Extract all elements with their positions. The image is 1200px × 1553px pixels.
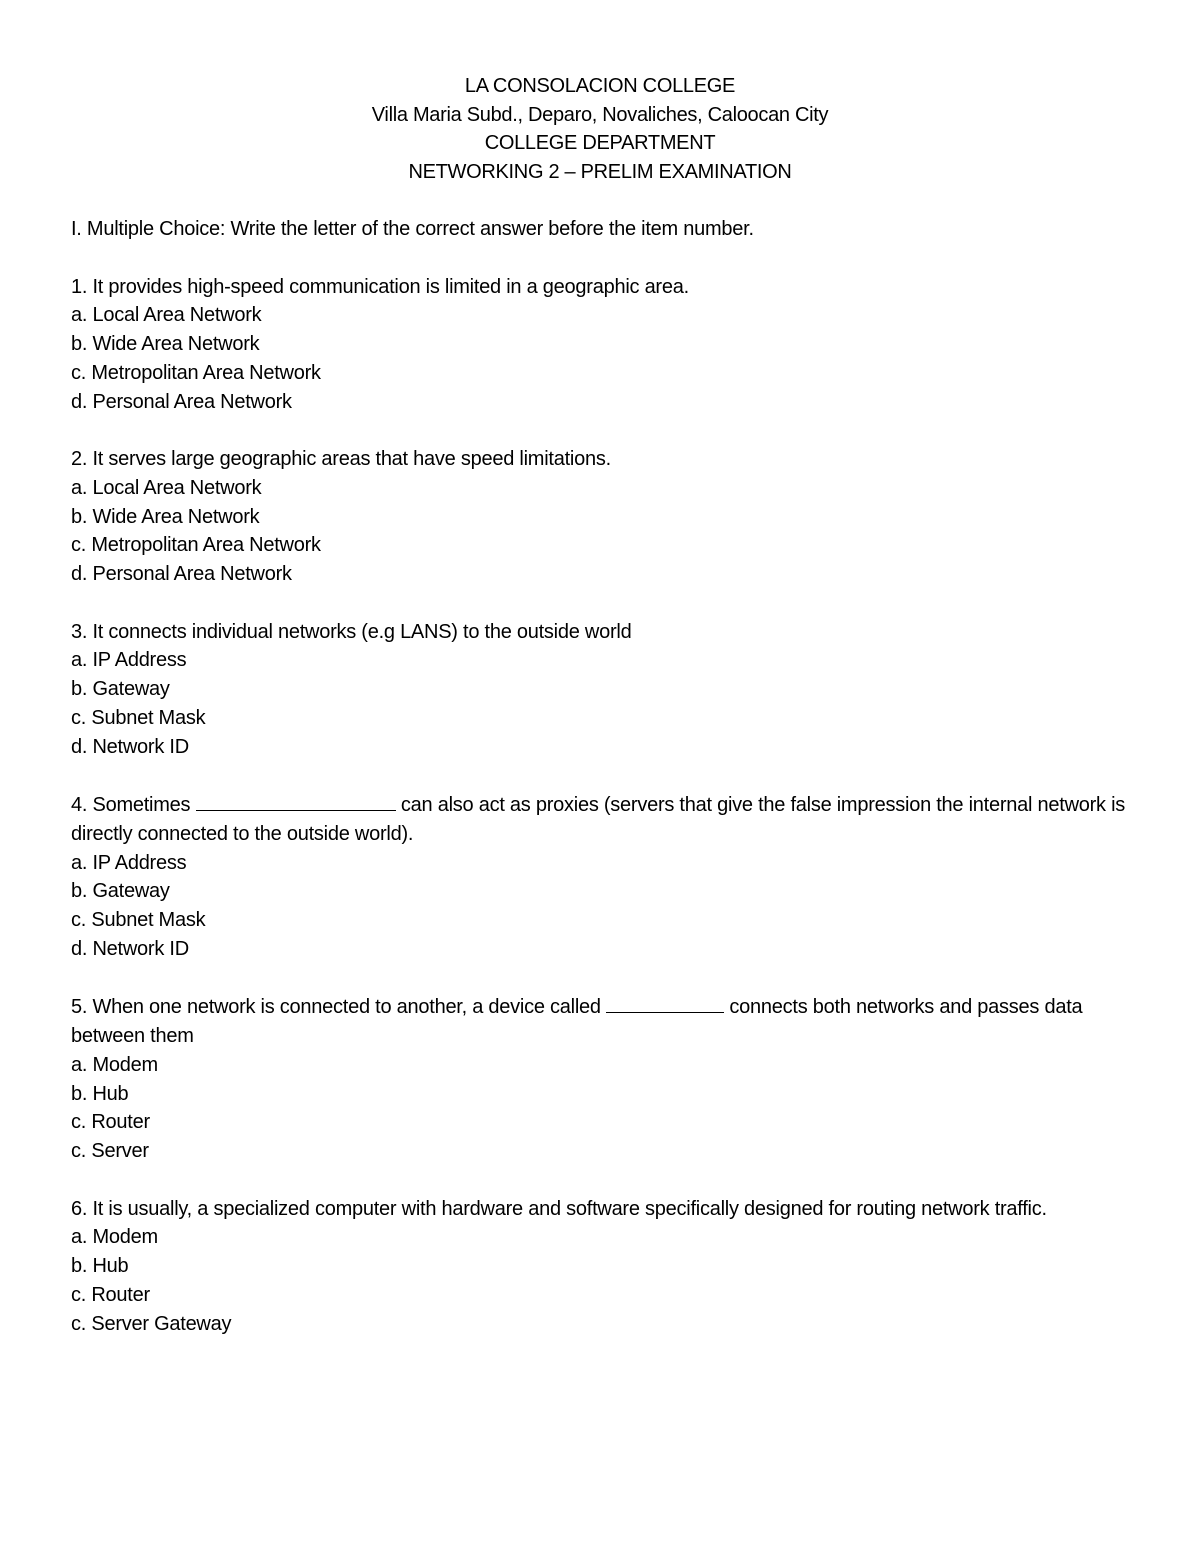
- stem-after-blank: can also act as proxies (servers that give the false impression the internal network is directly connected to the outside world).: [71, 794, 1126, 845]
- option-a: a. Local Area Network: [71, 476, 262, 499]
- college-name: LA CONSOLACION COLLEGE: [464, 75, 736, 97]
- option-c: c. Router: [71, 1111, 150, 1134]
- option-d: c. Server: [71, 1139, 149, 1162]
- question-stem: 3. It connects individual networks (e.g LANS) to the outside world: [71, 620, 632, 643]
- option-d: d. Network ID: [71, 937, 189, 960]
- option-c: c. Metropolitan Area Network: [71, 361, 321, 384]
- question-stem: 2. It serves large geographic areas that have speed limitations.: [71, 448, 611, 471]
- option-a: a. Modem: [71, 1053, 158, 1076]
- option-d: d. Personal Area Network: [71, 390, 292, 413]
- option-d: d. Personal Area Network: [71, 563, 292, 586]
- question-stem: 1. It provides high-speed communication is limited in a geographic area.: [71, 275, 689, 298]
- exam-header: [0, 72, 1200, 186]
- question-1: [71, 273, 1141, 417]
- option-b: b. Hub: [71, 1255, 129, 1278]
- option-d: d. Network ID: [71, 735, 189, 758]
- question-2: [71, 445, 1141, 589]
- option-c: c. Metropolitan Area Network: [71, 534, 321, 557]
- option-b: b. Gateway: [71, 880, 170, 903]
- option-b: b. Hub: [71, 1082, 129, 1105]
- department-name: COLLEGE DEPARTMENT: [484, 132, 716, 154]
- exam-body: [71, 215, 1141, 1367]
- option-a: a. IP Address: [71, 851, 187, 874]
- exam-title: NETWORKING 2 – PRELIM EXAMINATION: [408, 160, 792, 183]
- option-a: a. Local Area Network: [71, 304, 262, 327]
- stem-after-blank: connects both networks and passes data between them: [71, 996, 1083, 1048]
- stem-before-blank: 4. Sometimes: [71, 794, 191, 817]
- option-c: c. Subnet Mask: [71, 909, 206, 932]
- option-a: a. IP Address: [71, 649, 187, 672]
- option-a: a. Modem: [71, 1226, 158, 1249]
- option-c: c. Router: [71, 1283, 150, 1306]
- option-b: b. Wide Area Network: [71, 333, 260, 356]
- stem-before-blank: 5. When one network is connected to another, a device called: [71, 996, 601, 1019]
- option-b: b. Gateway: [71, 678, 170, 701]
- question-stem: [71, 790, 1141, 848]
- question-5: [71, 992, 1141, 1165]
- question-4: [71, 790, 1141, 963]
- question-3: [71, 618, 1141, 762]
- option-b: b. Wide Area Network: [71, 505, 260, 528]
- option-d: c. Server Gateway: [71, 1312, 232, 1335]
- question-stem: [71, 992, 1141, 1050]
- option-c: c. Subnet Mask: [71, 706, 206, 729]
- answer-blank: [196, 790, 396, 811]
- college-address: Villa Maria Subd., Deparo, Novaliches, Caloocan City: [371, 103, 829, 126]
- question-stem: 6. It is usually, a specialized computer with hardware and software specifically designed for routing network traffic.: [71, 1197, 1047, 1220]
- instructions: I. Multiple Choice: Write the letter of the correct answer before the item number.: [71, 218, 754, 240]
- answer-blank: [606, 992, 724, 1013]
- question-6: [71, 1195, 1141, 1339]
